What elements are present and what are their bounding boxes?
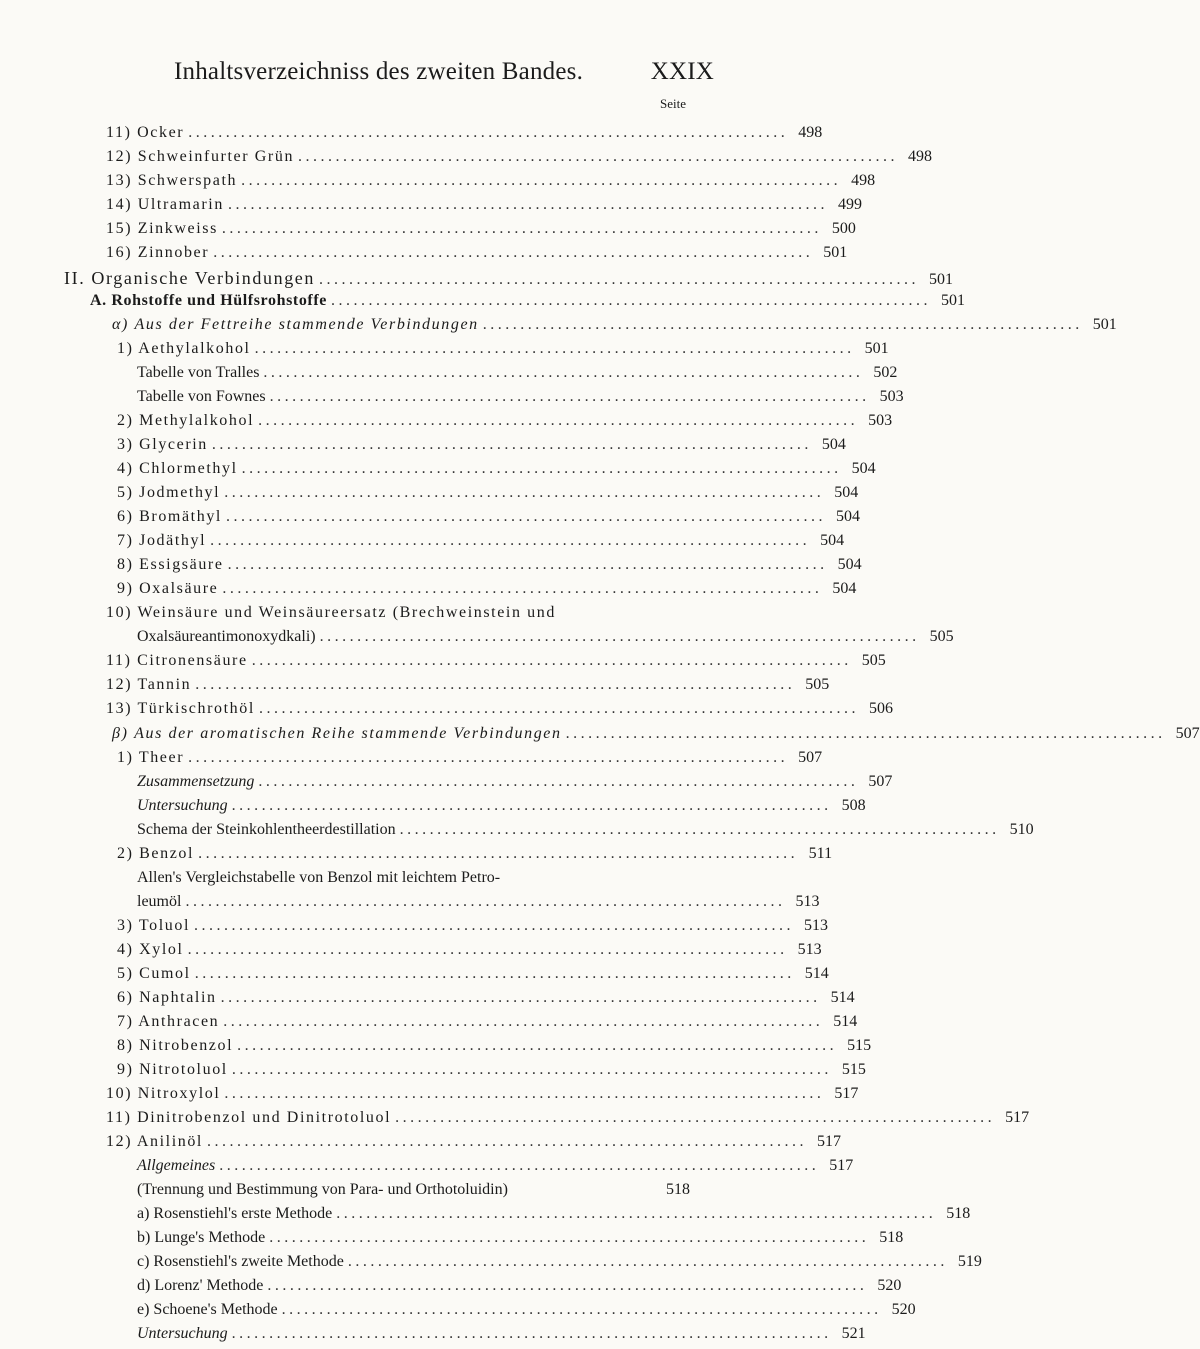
toc-entry-label: β) Aus der aromatischen Reihe stammende Verbindungen <box>112 725 562 742</box>
dot-leader: ................................................................................ <box>330 292 931 309</box>
toc-entry-page: 517 <box>1005 1109 1030 1126</box>
dot-leader: ................................................................................ <box>319 628 920 645</box>
dot-leader: ................................................................................ <box>224 484 825 501</box>
toc-entry <box>117 556 862 580</box>
toc-entry <box>106 652 886 676</box>
dot-leader: ................................................................................ <box>224 1085 825 1102</box>
toc-entry-page: 504 <box>820 532 845 549</box>
toc-entry-label: 7) Jodäthyl <box>117 532 207 549</box>
toc-entry <box>117 532 845 556</box>
toc-entry <box>117 749 823 773</box>
toc-entry-label: Oxalsäureantimonoxydkali) <box>137 628 316 645</box>
dot-leader: ................................................................................ <box>565 725 1166 742</box>
toc-entry <box>106 244 848 268</box>
toc-entry-label: 10) Weinsäure und Weinsäureersatz (Brechweinstein und <box>106 604 556 621</box>
dot-leader: ................................................................................ <box>231 797 832 814</box>
toc-entry-page: 518 <box>946 1205 971 1222</box>
toc-entry-label: 13) Schwerspath <box>106 172 238 189</box>
toc-entry-page: 510 <box>1009 821 1034 838</box>
toc-entry-page: 505 <box>929 628 954 645</box>
toc-entry-page: 507 <box>1175 725 1200 742</box>
dot-leader: ................................................................................ <box>258 700 859 717</box>
toc-entry-label: Tabelle von Tralles <box>137 364 260 381</box>
toc-entry-label: 11) Ocker <box>106 124 185 141</box>
toc-entry <box>137 869 690 893</box>
toc-entry <box>137 1181 690 1205</box>
toc-entry-label: 6) Naphtalin <box>117 989 217 1006</box>
toc-entry-label: 3) Toluol <box>117 917 190 934</box>
toc-entry <box>106 1109 1030 1133</box>
dot-leader: ................................................................................ <box>231 1325 832 1342</box>
toc-entry <box>137 1157 854 1181</box>
dot-leader: ................................................................................ <box>225 508 826 525</box>
toc-entry-label: Untersuchung <box>137 797 228 814</box>
toc-entry-page: 507 <box>798 749 823 766</box>
toc-entry-page: 515 <box>847 1037 872 1054</box>
dot-leader: ................................................................................ <box>227 556 828 573</box>
dot-leader: ................................................................................ <box>395 1109 996 1126</box>
toc-entry <box>137 1325 866 1349</box>
dot-leader: ................................................................................ <box>220 989 821 1006</box>
page-number-roman: XXIX <box>650 58 714 85</box>
toc-entry-label: 10) Nitroxylol <box>106 1085 221 1102</box>
toc-entry-page: 515 <box>841 1061 866 1078</box>
toc-entry <box>137 797 866 821</box>
dot-leader: ................................................................................ <box>347 1253 948 1270</box>
toc-entry-label: 1) Aethylalkohol <box>117 340 251 357</box>
toc-entry <box>117 1013 858 1037</box>
toc-entry <box>137 1253 982 1277</box>
toc-entry-label: Schema der Steinkohlentheerdestillation <box>137 821 396 838</box>
toc-entry-page: 504 <box>832 580 857 597</box>
toc-entry <box>137 628 954 652</box>
toc-entry-label: 2) Benzol <box>117 845 195 862</box>
toc-entry-label: 4) Xylol <box>117 941 184 958</box>
dot-leader: ................................................................................ <box>267 1277 868 1294</box>
toc-entry-page: 514 <box>830 989 855 1006</box>
toc-entry-label: 7) Anthracen <box>117 1013 220 1030</box>
toc-entry-page: 508 <box>841 797 866 814</box>
toc-entry-label: 12) Schweinfurter Grün <box>106 148 295 165</box>
dot-leader: ................................................................................ <box>237 1037 838 1054</box>
toc-entry <box>117 917 828 941</box>
toc-entry <box>117 989 855 1013</box>
toc-entry-label: d) Lorenz' Methode <box>137 1277 264 1294</box>
dot-leader: ................................................................................ <box>269 388 870 405</box>
toc-entry-page: 506 <box>868 700 893 717</box>
dot-leader: ................................................................................ <box>318 271 919 288</box>
toc-entry <box>106 1085 859 1109</box>
toc-entry-label: II. Organische Verbindungen <box>64 268 315 288</box>
toc-entry-label: e) Schoene's Methode <box>137 1301 278 1318</box>
toc-entry <box>64 268 953 292</box>
seite-label: Seite <box>660 96 686 111</box>
toc-entry <box>117 845 833 869</box>
dot-leader: ................................................................................ <box>185 893 786 910</box>
toc-entry <box>106 124 823 148</box>
toc-entry-page: 504 <box>821 436 846 453</box>
toc-entry-label: 6) Bromäthyl <box>117 508 222 525</box>
dot-leader: ................................................................................ <box>258 773 859 790</box>
dot-leader: ................................................................................ <box>482 316 1083 333</box>
toc-entry-label: Untersuchung <box>137 1325 228 1342</box>
dot-leader: ................................................................................ <box>198 845 799 862</box>
toc-entry-label: Zusammensetzung <box>137 773 255 790</box>
toc-entry-page: 501 <box>864 340 889 357</box>
dot-leader: ................................................................................ <box>213 244 814 261</box>
dot-leader: ................................................................................ <box>221 220 822 237</box>
toc-entry <box>137 364 898 388</box>
toc-entry-page: 503 <box>879 388 904 405</box>
toc-entry-label: 2) Methylalkohol <box>117 412 255 429</box>
dot-leader: ................................................................................ <box>223 1013 824 1030</box>
toc-entry-page: 503 <box>868 412 893 429</box>
toc-entry <box>137 893 820 917</box>
dot-leader: ................................................................................ <box>263 364 864 381</box>
toc-entry <box>106 148 933 172</box>
toc-entry-label: a) Rosenstiehl's erste Methode <box>137 1205 333 1222</box>
toc-entry-page: 505 <box>861 652 886 669</box>
toc-entry-label: 5) Cumol <box>117 965 191 982</box>
toc-entry <box>112 316 1117 340</box>
toc-entry-page: 517 <box>816 1133 841 1150</box>
toc-entry-page: 511 <box>808 845 833 862</box>
toc-entry-page: 504 <box>851 460 876 477</box>
toc-entry-label: 12) Anilinöl <box>106 1133 203 1150</box>
toc-entry-label: 14) Ultramarin <box>106 196 224 213</box>
toc-entry-page: 514 <box>804 965 829 982</box>
toc-entry-label: 15) Zinkweiss <box>106 220 218 237</box>
toc-entry-page: 520 <box>891 1301 916 1318</box>
toc-entry-label: 11) Citronensäure <box>106 652 248 669</box>
toc-entry-label: 9) Oxalsäure <box>117 580 219 597</box>
dot-leader: ................................................................................ <box>194 917 794 934</box>
page-header <box>174 58 714 86</box>
toc-entry-label: 5) Jodmethyl <box>117 484 221 501</box>
toc-entry-page: 498 <box>798 124 823 141</box>
toc-entry <box>90 292 965 316</box>
toc-entry <box>117 1061 866 1085</box>
toc-entry-label: c) Rosenstiehl's zweite Methode <box>137 1253 344 1270</box>
dot-leader: ................................................................................ <box>231 1061 832 1078</box>
toc-entry-label: Tabelle von Fownes <box>137 388 266 405</box>
toc-entry-page: 505 <box>805 676 830 693</box>
dot-leader: ................................................................................ <box>188 124 789 141</box>
toc-entry <box>106 1133 841 1157</box>
page-title: Inhaltsverzeichniss des zweiten Bandes. <box>174 58 584 85</box>
toc-entry-label: 16) Zinnober <box>106 244 210 261</box>
toc-entry <box>117 412 893 436</box>
toc-entry-label: α) Aus der Fettreihe stammende Verbindungen <box>112 316 479 333</box>
toc-entry-page: 501 <box>823 244 848 261</box>
dot-leader: ................................................................................ <box>211 436 812 453</box>
toc-entry <box>112 725 1200 749</box>
toc-entry-label: 8) Essigsäure <box>117 556 224 573</box>
toc-entry <box>117 1037 872 1061</box>
toc-entry <box>117 580 857 604</box>
toc-entry <box>117 508 860 532</box>
toc-entry-label: Allgemeines <box>137 1157 216 1174</box>
dot-leader: ................................................................................ <box>336 1205 937 1222</box>
toc-entry-page: 501 <box>940 292 965 309</box>
toc-entry-label: 11) Dinitrobenzol und Dinitrotoluol <box>106 1109 392 1126</box>
toc-entry-label: 1) Theer <box>117 749 185 766</box>
toc-entry-page: 519 <box>957 1253 982 1270</box>
toc-entry-page: 498 <box>851 172 876 189</box>
toc-entry <box>106 676 830 700</box>
toc-entry-page: 513 <box>797 941 822 958</box>
toc-entry <box>117 436 846 460</box>
dot-leader: ................................................................................ <box>195 676 796 693</box>
toc-entry <box>137 1229 904 1253</box>
toc-entry <box>106 604 690 628</box>
dot-leader: ................................................................................ <box>210 532 811 549</box>
dot-leader: ................................................................................ <box>227 196 828 213</box>
dot-leader: ................................................................................ <box>194 965 795 982</box>
toc-entry <box>117 941 822 965</box>
toc-entry-page: 504 <box>834 484 859 501</box>
toc-entry <box>137 388 904 412</box>
toc-entry-page: 518 <box>666 1181 690 1198</box>
toc-entry-label: 13) Türkischrothöl <box>106 700 255 717</box>
toc-entry <box>106 700 893 724</box>
toc-entry-label: 3) Glycerin <box>117 436 208 453</box>
toc-entry <box>117 340 889 364</box>
toc-entry-page: 499 <box>837 196 862 213</box>
dot-leader: ................................................................................ <box>251 652 852 669</box>
toc-entry <box>137 821 1034 845</box>
dot-leader: ................................................................................ <box>258 412 859 429</box>
dot-leader: ................................................................................ <box>222 580 823 597</box>
dot-leader: ................................................................................ <box>219 1157 820 1174</box>
toc-entry-label: leumöl <box>137 893 182 910</box>
toc-entry-page: 501 <box>1092 316 1117 333</box>
toc-entry-page: 518 <box>879 1229 904 1246</box>
toc-entry <box>117 965 829 989</box>
toc-entry <box>106 172 876 196</box>
toc-entry <box>117 484 859 508</box>
toc-entry <box>137 1277 902 1301</box>
toc-entry <box>106 196 862 220</box>
toc-entry-label: 12) Tannin <box>106 676 192 693</box>
dot-leader: ................................................................................ <box>241 172 842 189</box>
toc-entry-label: 8) Nitrobenzol <box>117 1037 234 1054</box>
dot-leader: ................................................................................ <box>399 821 1000 838</box>
toc-entry-label: 4) Chlormethyl <box>117 460 238 477</box>
toc-entry-page: 498 <box>908 148 933 165</box>
toc-entry-label: A. Rohstoffe und Hülfsrohstoffe <box>90 292 327 309</box>
dot-leader: ................................................................................ <box>269 1229 870 1246</box>
toc-entry-page: 517 <box>829 1157 854 1174</box>
dot-leader: ................................................................................ <box>241 460 842 477</box>
dot-leader: ................................................................................ <box>281 1301 882 1318</box>
dot-leader: ................................................................................ <box>188 749 789 766</box>
dot-leader: ................................................................................ <box>254 340 855 357</box>
toc-entry <box>137 1205 971 1229</box>
toc-entry-label: (Trennung und Bestimmung von Para- und Orthotoluidin) <box>137 1181 508 1198</box>
toc-entry-page: 521 <box>841 1325 866 1342</box>
toc-entry-label: b) Lunge's Methode <box>137 1229 266 1246</box>
toc-entry-page: 517 <box>834 1085 859 1102</box>
dot-leader: ................................................................................ <box>298 148 899 165</box>
toc-entry <box>117 460 876 484</box>
toc-entry-label: 9) Nitrotoluol <box>117 1061 228 1078</box>
toc-entry-page: 520 <box>877 1277 902 1294</box>
toc-entry-page: 513 <box>795 893 820 910</box>
toc-entry-page: 514 <box>833 1013 858 1030</box>
toc-entry <box>106 220 856 244</box>
dot-leader: ................................................................................ <box>187 941 788 958</box>
toc-entry-label: Allen's Vergleichstabelle von Benzol mit leichtem Petro- <box>137 869 501 886</box>
toc-entry-page: 500 <box>831 220 856 237</box>
toc-entry <box>137 773 893 797</box>
toc-entry-page: 504 <box>835 508 860 525</box>
toc-entry-page: 504 <box>837 556 862 573</box>
toc-entry-page: 513 <box>804 917 828 934</box>
dot-leader: ................................................................................ <box>206 1133 807 1150</box>
toc-entry-page: 502 <box>873 364 898 381</box>
toc-entry <box>137 1301 916 1325</box>
toc-entry-page: 507 <box>868 773 893 790</box>
toc-entry-page: 501 <box>928 271 953 288</box>
